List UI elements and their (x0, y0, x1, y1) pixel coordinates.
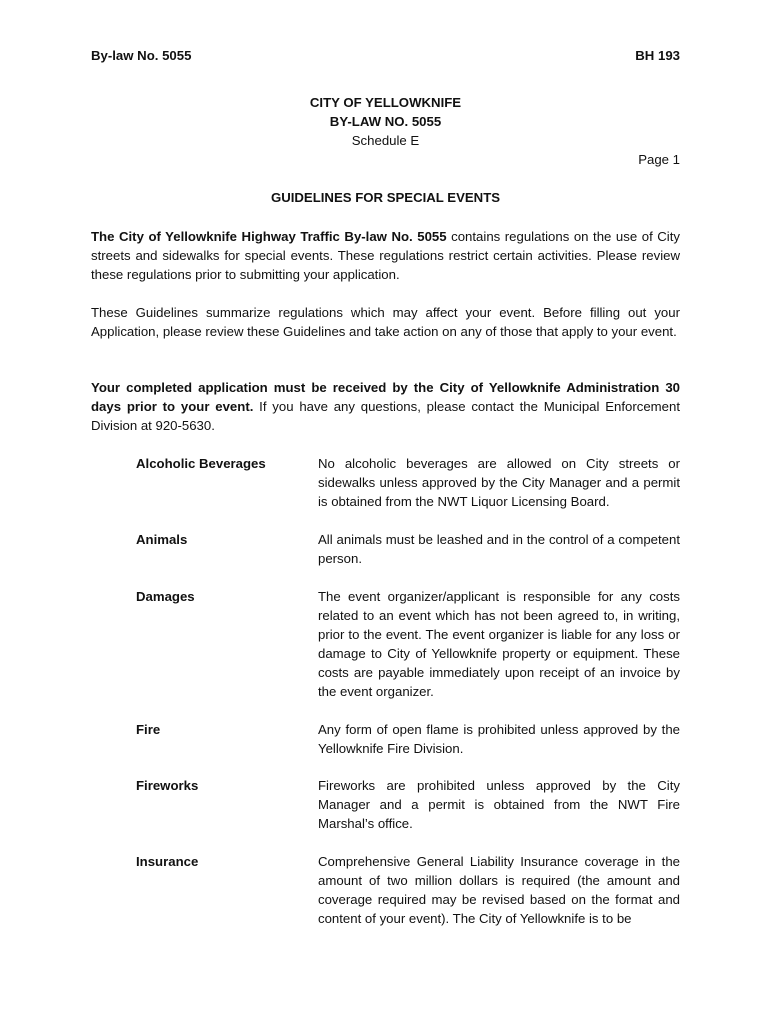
deadline-bold-text: Your completed application must be received by the City of Yellowknife Administration 30 days prior to your event. (91, 380, 680, 414)
rule-label: Animals (136, 532, 188, 547)
summary-paragraph: These Guidelines summarize regulations which may affect your event. Before filling out your Application, please review these Guidelines and take action on any of those that apply to your event. (91, 305, 680, 339)
deadline-paragraph (91, 378, 680, 435)
header-code: BH 193 (635, 48, 680, 63)
deadline-text: If you have any questions, please contact the Municipal Enforcement Division at 920-5630. (91, 399, 680, 433)
rule-text: Fireworks are prohibited unless approved by the City Manager and a permit is obtained from the NWT Fire Marshal’s office. (318, 778, 680, 831)
rule-text: The event organizer/applicant is responsible for any costs related to an event which has not been agreed to, in writing, prior to the event. The event organizer is liable for any loss or damage to City of Yellowknife property or equipment. These costs are payable immediately upon receipt of an invoice by the event organizer. (318, 589, 680, 699)
rule-label: Fireworks (136, 778, 199, 793)
rule-label: Alcoholic Beverages (136, 456, 266, 471)
document-page (91, 0, 680, 1024)
guidelines-heading: GUIDELINES FOR SPECIAL EVENTS (270, 190, 501, 205)
intro-bold-text: The City of Yellowknife Highway Traffic By-law No. 5055 (91, 229, 447, 244)
page-number: Page 1 (638, 152, 680, 167)
bylaw-title: BY-LAW NO. 5055 (329, 114, 442, 129)
rule-text: No alcoholic beverages are allowed on City streets or sidewalks unless approved by the City Manager and a permit is obtained from the NWT Liquor Licensing Board. (318, 456, 680, 509)
intro-paragraph (91, 227, 680, 284)
city-title: CITY OF YELLOWKNIFE (309, 95, 462, 110)
rule-text: Any form of open flame is prohibited unless approved by the Yellowknife Fire Division. (318, 722, 680, 756)
rule-label: Damages (136, 589, 195, 604)
page-header (91, 48, 680, 66)
rule-text: Comprehensive General Liability Insurance coverage in the amount of two million dollars is required (the amount and coverage required may be revised based on the format and content of your event). The City of Yellowknife is to be (318, 854, 680, 926)
schedule-label: Schedule E (351, 133, 420, 148)
rule-label: Insurance (136, 854, 199, 869)
rule-label: Fire (136, 722, 161, 737)
header-bylaw-number: By-law No. 5055 (91, 48, 192, 63)
rule-text: All animals must be leashed and in the control of a competent person. (318, 532, 680, 566)
intro-text: contains regulations on the use of City streets and sidewalks for special events. These regulations restrict certain activities. Please review these regulations prior to submitting your application. (91, 229, 680, 282)
